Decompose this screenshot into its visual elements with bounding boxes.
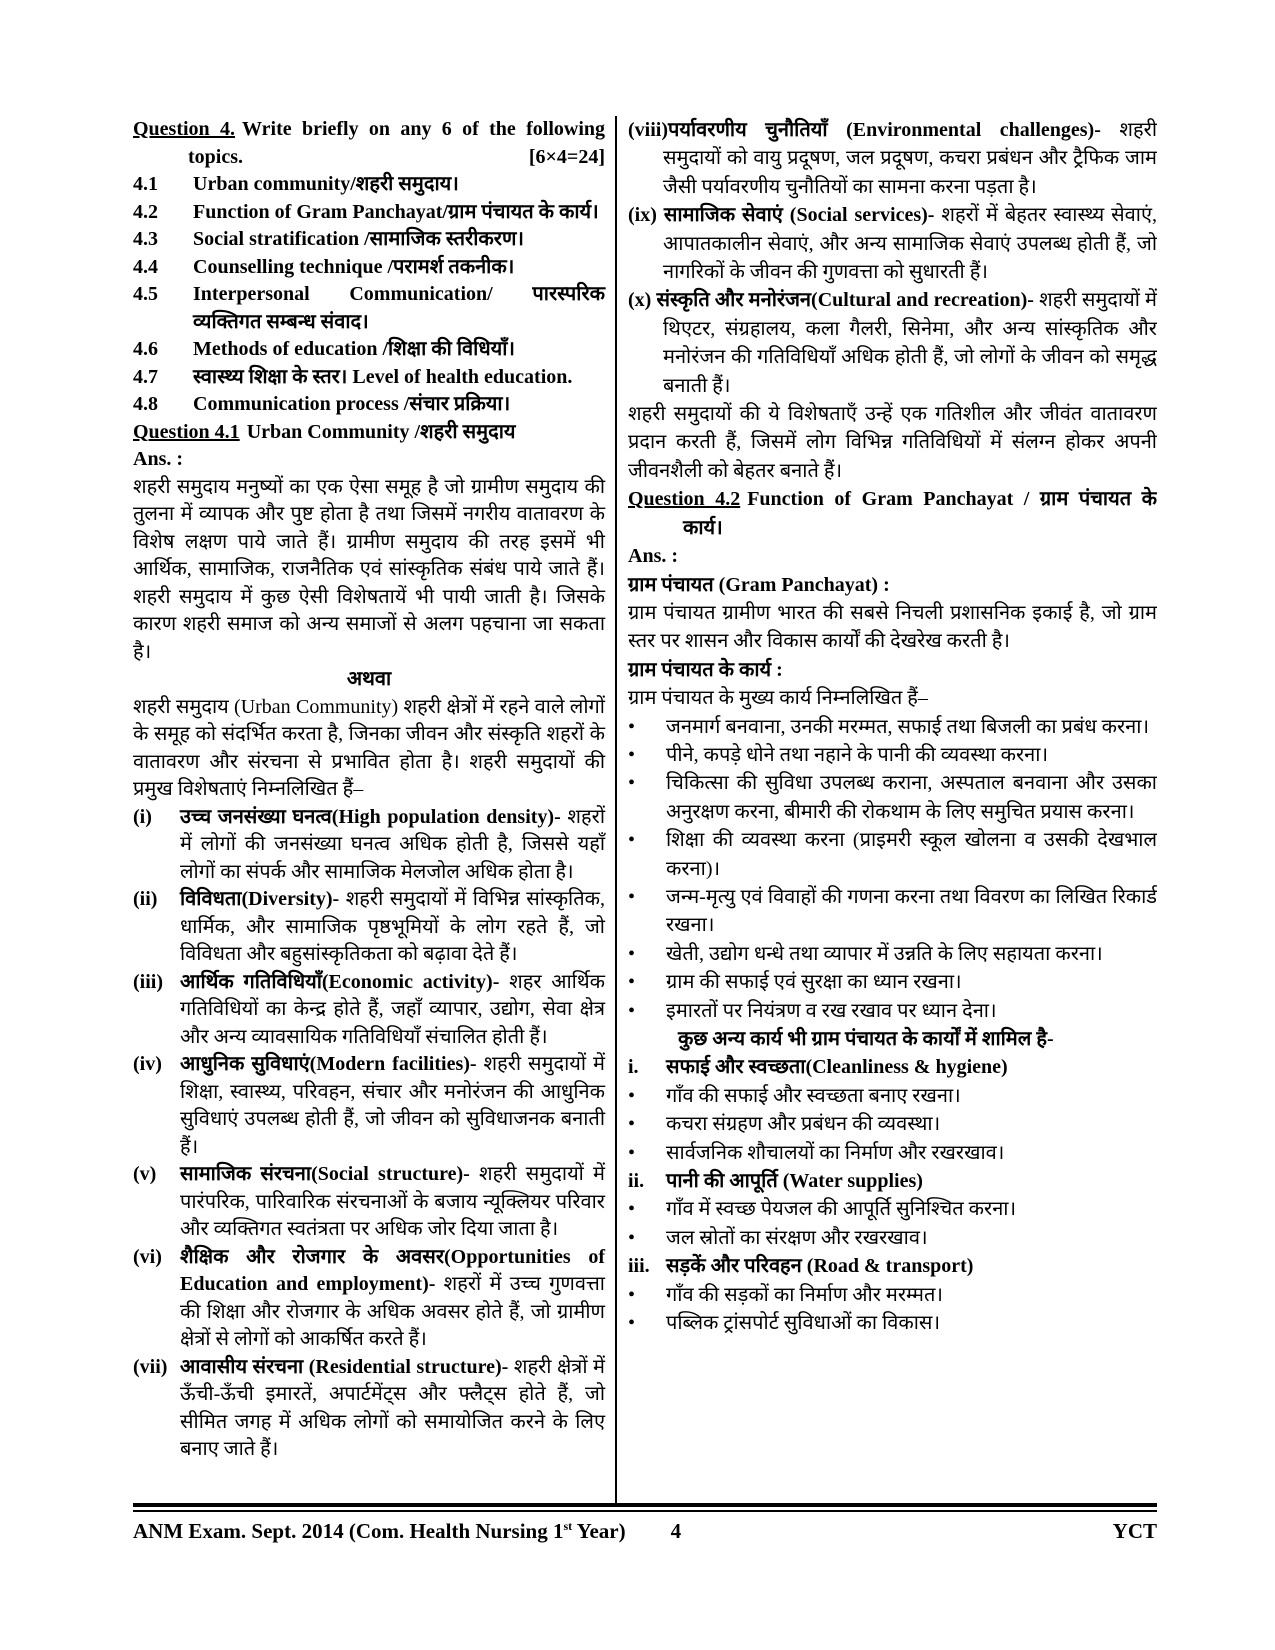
topic-row [133,254,605,282]
other-works-heading: कुछ अन्य कार्य भी ग्राम पंचायत के कार्यों में शामिल है- [678,1028,1054,1050]
bullet-item [628,741,1157,769]
page-number: 4 [670,1519,682,1543]
bullet-dot-icon: • [628,772,636,795]
closing-paragraph: शहरी समुदायों की ये विशेषताएँ उन्हें एक गतिशील और जीवंत वातावरण प्रदान करती हैं, जिसमें लोग विभिन्न गतिविधियों में संलग्न होकर अपनी जीवनशैली को बेहतर बनाते हैं। [628,403,1157,482]
feature-item [133,1051,605,1161]
topic-row [133,199,605,227]
section-number: ii. [628,1170,645,1193]
question-4-text: Write briefly on any 6 of the following topics. [188,118,605,168]
bullet-dot-icon: • [628,1084,636,1107]
item-text: आर्थिक गतिविधियाँ(Economic activity)- शहर आर्थिक गतिविधियों का केन्द्र होते हैं, जहाँ व्यापार, उद्योग, सेवा क्षेत्र और अन्य व्यावसायिक गतिविधियाँ संचालित होती हैं। [180,970,605,1048]
topic-text: Methods of education /शिक्षा की विधियाँ। [193,338,515,360]
left-column [133,116,605,1503]
bullet-text: पब्लिक ट्रांसपोर्ट सुविधाओं का विकास। [666,1312,941,1335]
bullet-item [628,1110,1157,1138]
roman-section-heading [628,1053,1157,1081]
footer-text-row [133,1512,1157,1544]
bullet-item [628,713,1157,741]
item-number: (viii) [628,119,668,141]
bullet-item [628,968,1157,996]
item-text: विविधता(Diversity)- शहरी समुदायों में विभिन्न सांस्कृतिक, धार्मिक, और सामाजिक पृष्ठभूमियों के लोग रहते हैं, जो विविधता और बहुसांस्कृतिकता को बढ़ावा देते हैं। [180,888,605,965]
answer-paragraph-2: शहरी समुदाय (Urban Community) शहरी क्षेत्रों में रहने वाले लोगों के समूह को संदर्भित करता है, जिनका जीवन और संस्कृति शहरों के वातावरण और संरचना से प्रभावित होता है। शहरी समुदायों की प्रमुख विशेषताएं निम्नलिखित हैं– [133,695,605,800]
main-bullet-list [628,713,1157,1025]
question-4-heading [133,116,605,171]
feature-item [133,886,605,969]
feature-item [133,1244,605,1354]
topic-number: 4.1 [133,173,158,195]
bullet-text: ग्राम की सफाई एवं सुरक्षा का ध्यान रखना। [666,971,962,994]
section-title: सफाई और स्वच्छता(Cleanliness & hygiene) [666,1056,1008,1079]
topic-number: 4.5 [133,283,158,305]
bullet-item [628,997,1157,1025]
item-heading: आर्थिक गतिविधियाँ(Economic activity)- [180,970,500,993]
ans-label: Ans. : [133,448,184,470]
item-number: (vi) [133,1245,162,1268]
topic-text: Function of Gram Panchayat/ग्राम पंचायत के कार्य। [193,200,599,223]
footer-right: YCT [1112,1519,1157,1543]
topic-text: Interpersonal Communication/ पारस्परिक व्यक्तिगत सम्बन्ध संवाद। [193,283,605,333]
bullet-dot-icon: • [628,715,636,738]
bullet-text: पीने, कपड़े धोने तथा नहाने के पानी की व्यवस्था करना। [666,743,1049,766]
footer-superscript: st [563,1519,573,1533]
item-number: (iv) [133,1053,162,1075]
topic-row [133,364,605,392]
bullet-dot-icon: • [628,1283,636,1306]
bullet-text: इमारतों पर नियंत्रण व रख रखाव पर ध्यान देना। [666,999,997,1022]
bullet-dot-icon: • [628,829,636,852]
bullet-item [628,1082,1157,1110]
item-heading: आधुनिक सुविधाएं(Modern facilities)- [180,1053,477,1075]
bullet-item [628,769,1157,826]
item-text: शैक्षिक और रोजगार के अवसर(Opportunities of Education and employment)- शहरों में उच्च गुणवत्ता की शिक्षा और रोजगार के अधिक अवसर होते हैं, जो ग्रामीण क्षेत्रों से लोगों को आकर्षित करते हैं। [180,1245,605,1350]
roman-sections [628,1053,1157,1337]
feature-items-right [628,116,1157,400]
bullet-dot-icon: • [628,942,636,965]
bullet-dot-icon: • [628,1198,636,1221]
bullet-item [628,1139,1157,1167]
roman-section-heading [628,1167,1157,1195]
feature-item [133,1161,605,1244]
marks-badge: [6×4=24] [528,145,605,168]
footer-left: ANM Exam. Sept. 2014 (Com. Health Nursing 1st Year) [133,1519,626,1543]
item-text: आधुनिक सुविधाएं(Modern facilities)- शहरी समुदायों में शिक्षा, स्वास्थ्य, परिवहन, संचार और मनोरंजन की आधुनिक सुविधाएं उपलब्ध होती हैं, जो जीवन को सुविधाजनक बनाती हैं। [180,1053,605,1158]
item-number: (i) [133,805,152,828]
topic-text: Social stratification /सामाजिक स्तरीकरण। [193,228,524,250]
topic-row [133,281,605,336]
topic-number: 4.8 [133,393,158,415]
item-heading: शैक्षिक और रोजगार के अवसर(Opportunities of Education and employment)- [180,1245,605,1295]
bullet-item [628,1281,1157,1309]
section-number: iii. [628,1255,650,1278]
bullet-dot-icon: • [628,971,636,994]
bullet-dot-icon: • [628,1312,636,1335]
feature-item [628,201,1157,286]
topic-text: Communication process /संचार प्रक्रिया। [193,393,511,415]
topic-row [133,391,605,419]
feature-item [628,116,1157,201]
item-text: संस्कृति और मनोरंजन(Cultural and recreation)- शहरी समुदायों में थिएटर, संग्रहालय, कला गैलरी, सिनेमा, और अन्य सांस्कृतिक और मनोरंजन की गतिविधियाँ अधिक होती हैं, जो लोगों के जीवन को समृद्ध बनाती हैं। [656,289,1157,397]
question-4-1-heading [133,419,605,447]
bullet-text: गाँव की सफाई और स्वच्छता बनाए रखना। [666,1084,961,1107]
topic-number: 4.7 [133,365,158,388]
bullet-text: जल स्रोतों का संरक्षण और रखरखाव। [666,1226,928,1249]
section-number: i. [628,1056,639,1079]
bullet-dot-icon: • [628,885,636,908]
item-number: (x) [628,289,657,312]
item-number: (ix) [628,204,664,227]
athva-heading: अथवा [346,668,392,690]
ans-label-2: Ans. : [628,545,679,568]
bullet-dot-icon: • [628,1226,636,1249]
item-text: उच्च जनसंख्या घनत्व(High population density)- शहरों में लोगों की जनसंख्या घनत्व अधिक होती है, जिससे यहाँ लोगों का संपर्क और सामाजिक मेलजोल अधिक होता है। [180,805,605,883]
bullet-text: जन्म-मृत्यु एवं विवाहों की गणना करना तथा विवरण का लिखित रिकार्ड रखना। [666,885,1157,937]
item-heading: उच्च जनसंख्या घनत्व(High population density)- [180,805,561,828]
footer-rule-thick [133,1503,1157,1507]
topic-number: 4.6 [133,338,158,360]
item-number: (ii) [133,888,158,910]
bullet-dot-icon: • [628,743,636,766]
bullet-dot-icon: • [628,1141,636,1164]
bullet-text: शिक्षा की व्यवस्था करना (प्राइमरी स्कूल खोलना व उसकी देखभाल करना)। [666,829,1157,880]
item-heading: सामाजिक सेवाएं (Social services)- [663,204,935,227]
topic-number: 4.3 [133,228,158,250]
bullet-dot-icon: • [628,1113,636,1136]
feature-item [628,286,1157,400]
answer-paragraph-1: शहरी समुदाय मनुष्यों का एक ऐसा समूह है जो ग्रामीण समुदाय की तुलना में व्यापक और पुष्ट होता है तथा जिसमें नगरीय वातावरण के विशेष लक्षण पाये जाते हैं। ग्रामीण समुदाय की तरह इसमें भी आर्थिक, सामाजिक, राजनैतिक एवं सांस्कृतिक संबंध पाये जाते हैं। शहरी समुदाय में कुछ ऐसी विशेषतायें भी पायी जाती है। जिसके कारण शहरी समाज को अन्य समाजों से अलग पहचाना जा सकता है। [133,475,605,663]
item-heading: सामाजिक संरचना(Social structure)- [180,1163,470,1185]
gram-panchayat-body: ग्राम पंचायत ग्रामीण भारत की सबसे निचली प्रशासनिक इकाई है, जो ग्राम स्तर पर शासन और विकास कार्यों की देखरेख करती है। [628,601,1157,653]
item-heading: आवासीय संरचना (Residential structure)- [180,1355,509,1378]
gram-panchayat-works-heading: ग्राम पंचायत के कार्य : [628,658,783,681]
bullet-text: खेती, उद्योग धन्धे तथा व्यापार में उन्नति के लिए सहायता करना। [666,942,1103,965]
item-number: (vii) [133,1355,168,1378]
item-number: (v) [133,1163,157,1185]
section-title: सड़कें और परिवहन (Road & transport) [666,1255,974,1278]
feature-item [133,969,605,1052]
question-4-2-text: Function of Gram Panchayat / ग्राम पंचायत के कार्य। [683,488,1157,539]
topic-number: 4.4 [133,255,158,278]
bullet-text: कचरा संग्रहण और प्रबंधन की व्यवस्था। [666,1113,941,1136]
bullet-text: सार्वजनिक शौचालयों का निर्माण और रखरखाव। [666,1141,1005,1164]
bullet-item [628,1309,1157,1337]
question-4-label: Question 4. [133,118,236,140]
gram-panchayat-works-intro: ग्राम पंचायत के मुख्य कार्य निम्नलिखित हैं– [628,687,928,710]
roman-section-heading [628,1252,1157,1280]
topic-text: Urban community/शहरी समुदाय। [193,173,459,195]
feature-item [133,1354,605,1464]
item-heading: पर्यावरणीय चुनौतियाँ (Environmental challenges)- [668,119,1101,141]
topic-row [133,226,605,254]
question-4-1-text: Urban Community /शहरी समुदाय [246,420,516,443]
bullet-item [628,1224,1157,1252]
bullet-item [628,826,1157,883]
column-divider [615,116,617,1503]
question-4-2-heading [628,485,1157,542]
bullet-text: गाँव में स्वच्छ पेयजल की आपूर्ति सुनिश्चित करना। [666,1198,1017,1221]
bullet-dot-icon: • [628,999,636,1022]
topics-list [133,171,605,419]
item-heading: संस्कृति और मनोरंजन(Cultural and recreation)- [656,289,1034,312]
item-text: सामाजिक संरचना(Social structure)- शहरी समुदायों में पारंपरिक, पारिवारिक संरचनाओं के बजाय न्यूक्लियर परिवार और व्यक्तिगत स्वतंत्रता पर अधिक जोर दिया जाता है। [180,1163,605,1240]
bullet-text: चिकित्सा की सुविधा उपलब्ध कराना, अस्पताल बनवाना और उसका अनुरक्षण करना, बीमारी की रोकथाम के लिए समुचित प्रयास करना। [666,772,1157,823]
page-footer [133,1503,1157,1544]
topic-row [133,336,605,364]
bullet-item [628,940,1157,968]
topic-text: Counselling technique /परामर्श तकनीक। [193,255,515,278]
bullet-item [628,883,1157,940]
item-text: पर्यावरणीय चुनौतियाँ (Environmental challenges)- शहरी समुदायों को वायु प्रदूषण, जल प्रदूषण, कचरा प्रबंधन और ट्रैफिक जाम जैसी पर्यावरणीय चुनौतियों का सामना करना पड़ता है। [663,119,1157,198]
feature-item [133,804,605,887]
item-heading: विविधता(Diversity)- [180,888,340,910]
topic-row [133,171,605,199]
bullet-item [628,1195,1157,1223]
section-title: पानी की आपूर्ति (Water supplies) [666,1170,923,1193]
right-column [628,116,1157,1503]
topic-number: 4.2 [133,200,158,223]
bullet-text: जनमार्ग बनवाना, उनकी मरम्मत, सफाई तथा बिजली का प्रबंध करना। [666,715,1150,738]
item-text: सामाजिक सेवाएं (Social services)- शहरों में बेहतर स्वास्थ्य सेवाएं, आपातकालीन सेवाएं, और अन्य सामाजिक सेवाएं उपलब्ध होती हैं, जो नागरिकों के जीवन की गुणवत्ता को सुधारती हैं। [663,204,1157,284]
bullet-text: गाँव की सड़कों का निर्माण और मरम्मत। [666,1283,943,1306]
question-4-1-label: Question 4.1 [133,420,240,443]
item-number: (iii) [133,970,163,993]
question-4-2-label: Question 4.2 [628,488,741,511]
feature-items-left [133,804,605,1464]
gram-panchayat-heading: ग्राम पंचायत (Gram Panchayat) : [628,573,890,596]
item-text: आवासीय संरचना (Residential structure)- शहरी क्षेत्रों में ऊँची-ऊँची इमारतें, अपार्टमेंट्स और फ्लैट्स होते हैं, जो सीमित जगह में अधिक लोगों को समायोजित करने के लिए बनाए जाते हैं। [180,1355,605,1460]
page-content [133,116,1157,1503]
topic-text: स्वास्थ्य शिक्षा के स्तर। Level of health education. [193,365,573,388]
